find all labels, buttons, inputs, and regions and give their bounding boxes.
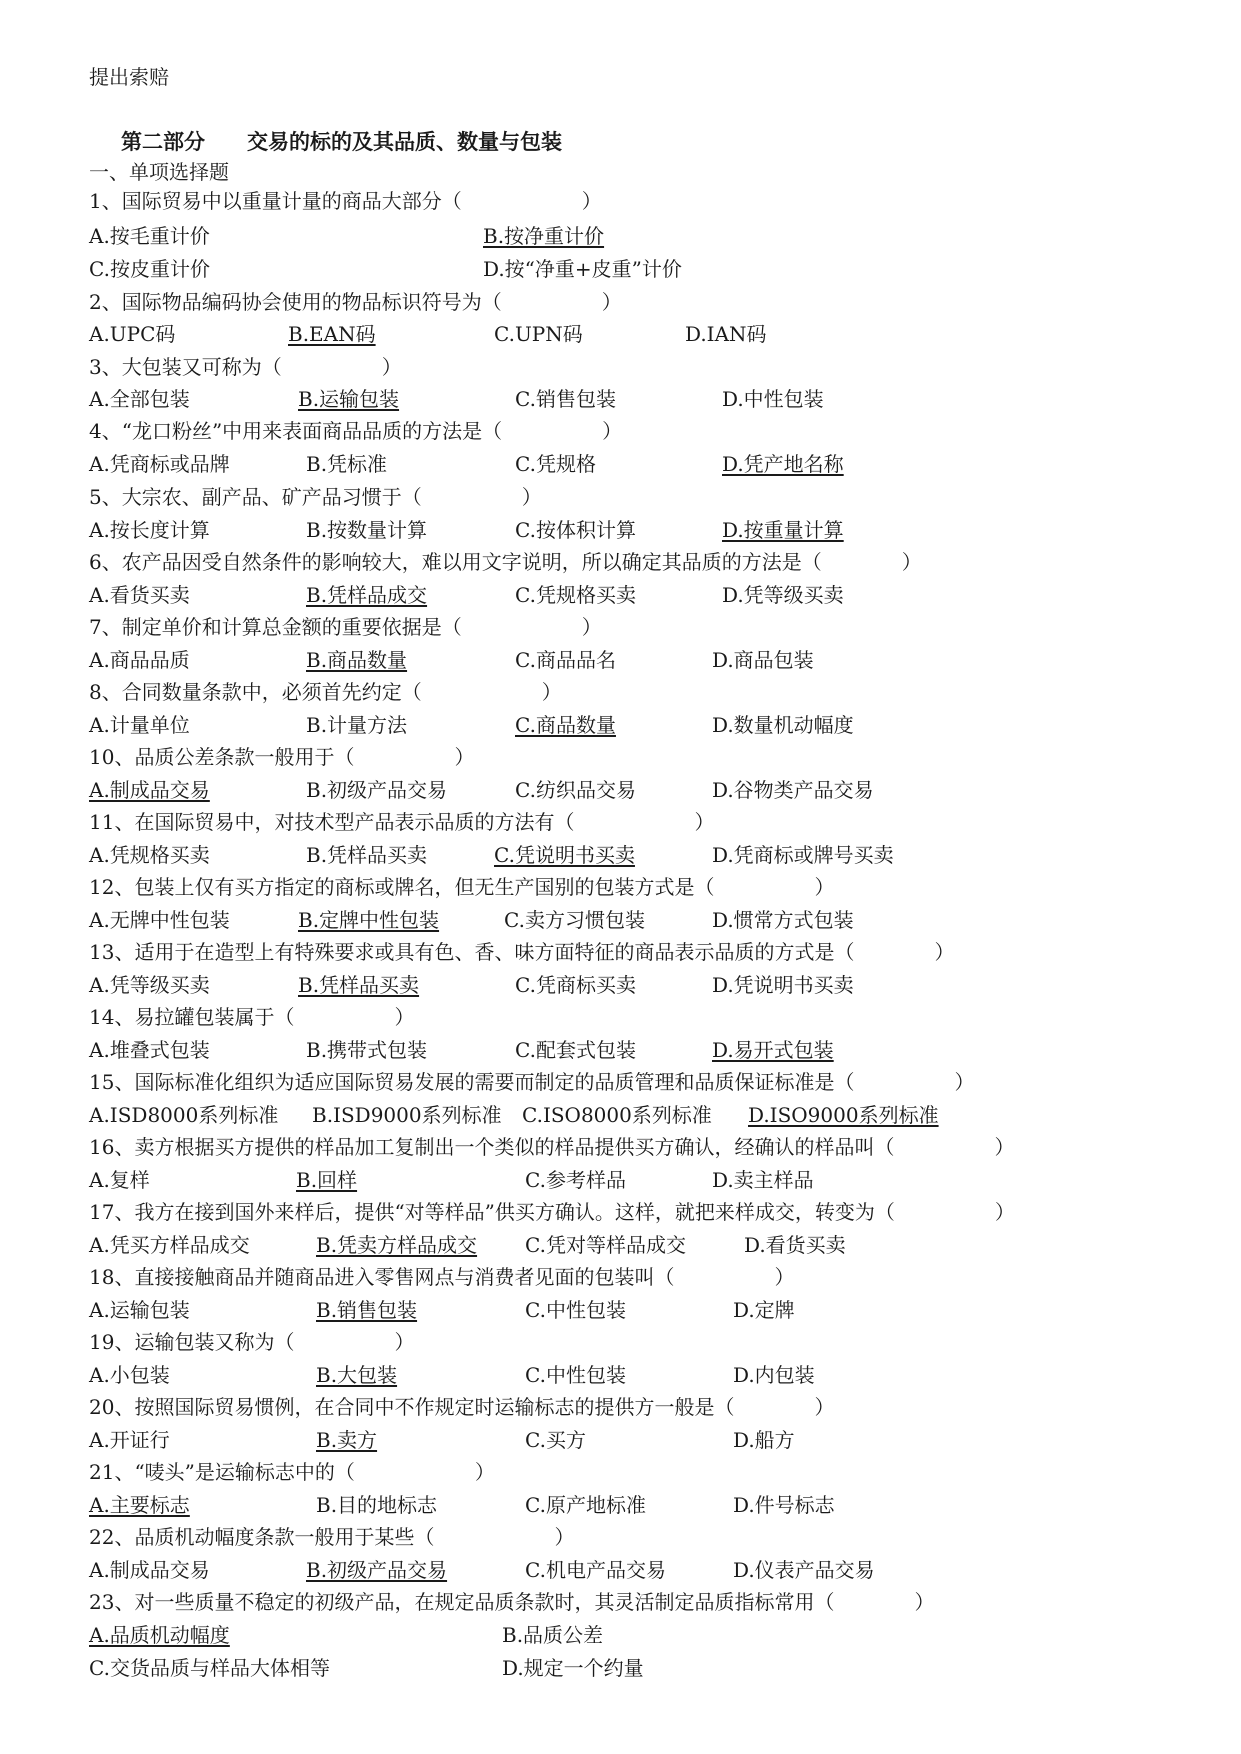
q17-option-d: D.看货买卖	[744, 1233, 846, 1257]
question-16: 16、卖方根据买方提供的样品加工复制出一个类似的样品提供买方确认，经确认的样品叫（ ）	[89, 1135, 1015, 1159]
q20-option-a: A.开证行	[89, 1428, 170, 1452]
q23-option-c: C.交货品质与样品大体相等	[89, 1656, 330, 1680]
q15-option-c: C.ISO8000系列标准	[522, 1103, 712, 1127]
q12-option-c: C.卖方习惯包装	[504, 908, 645, 932]
question-17: 17、我方在接到国外来样后，提供“对等样品”供买方确认。这样，就把来样成交，转变为（ ）	[89, 1200, 1015, 1224]
q23-option-a-answer: A.品质机动幅度	[89, 1623, 230, 1647]
question-20: 20、按照国际贸易惯例，在合同中不作规定时运输标志的提供方一般是（ ）	[89, 1395, 835, 1419]
q10-option-a-answer: A.制成品交易	[89, 778, 210, 802]
q19-option-a: A.小包装	[89, 1363, 170, 1387]
q19-option-b-answer: B.大包装	[316, 1363, 398, 1387]
q1-option-c: C.按皮重计价	[89, 257, 210, 281]
q18-option-b-answer: B.销售包装	[316, 1298, 418, 1322]
question-11: 11、在国际贸易中，对技术型产品表示品质的方法有（ ）	[89, 810, 715, 834]
q15-option-b: B.ISD9000系列标准	[312, 1103, 502, 1127]
q12-option-a: A.无牌中性包装	[89, 908, 230, 932]
question-8: 8、合同数量条款中，必须首先约定（ ）	[89, 680, 562, 704]
q20-option-d: D.船方	[733, 1428, 795, 1452]
q13-option-a: A.凭等级买卖	[89, 973, 210, 997]
q18-option-c: C.中性包装	[525, 1298, 626, 1322]
q5-option-c: C.按体积计算	[515, 518, 636, 542]
q21-option-c: C.原产地标准	[525, 1493, 646, 1517]
q13-option-b-answer: B.凭样品买卖	[298, 973, 420, 997]
q3-option-b-answer: B.运输包装	[298, 387, 400, 411]
q8-option-d: D.数量机动幅度	[712, 713, 854, 737]
q14-option-b: B.携带式包装	[306, 1038, 428, 1062]
question-6: 6、农产品因受自然条件的影响较大，难以用文字说明，所以确定其品质的方法是（ ）	[89, 550, 922, 574]
q2-option-a: A.UPC码	[89, 322, 176, 346]
q4-option-d-answer: D.凭产地名称	[722, 452, 844, 476]
q14-option-c: C.配套式包装	[515, 1038, 636, 1062]
q6-option-a: A.看货买卖	[89, 583, 190, 607]
q1-option-b-answer: B.按净重计价	[483, 224, 605, 248]
section-title: 第二部分 交易的标的及其品质、数量与包装	[121, 129, 562, 154]
q21-option-d: D.件号标志	[733, 1493, 835, 1517]
question-7: 7、制定单价和计算总金额的重要依据是（ ）	[89, 615, 602, 639]
q2-option-b-answer: B.EAN码	[288, 322, 376, 346]
q4-option-b: B.凭标准	[306, 452, 388, 476]
q22-option-a: A.制成品交易	[89, 1558, 210, 1582]
q15-option-a: A.ISD8000系列标准	[89, 1103, 279, 1127]
q12-option-b-answer: B.定牌中性包装	[298, 908, 440, 932]
q12-option-d: D.惯常方式包装	[712, 908, 854, 932]
q18-option-a: A.运输包装	[89, 1298, 190, 1322]
question-15: 15、国际标准化组织为适应国际贸易发展的需要而制定的品质管理和品质保证标准是（ ）	[89, 1070, 975, 1094]
q1-option-a: A.按毛重计价	[89, 224, 210, 248]
q14-option-a: A.堆叠式包装	[89, 1038, 210, 1062]
q18-option-d: D.定牌	[733, 1298, 795, 1322]
q1-option-d: D.按“净重+皮重”计价	[483, 257, 682, 281]
q23-option-b: B.品质公差	[502, 1623, 604, 1647]
q22-option-c: C.机电产品交易	[525, 1558, 666, 1582]
top-note: 提出索赔	[89, 65, 169, 89]
q6-option-d: D.凭等级买卖	[722, 583, 844, 607]
q16-option-c: C.参考样品	[525, 1168, 626, 1192]
q3-option-d: D.中性包装	[722, 387, 824, 411]
q22-option-b-answer: B.初级产品交易	[306, 1558, 448, 1582]
q3-option-c: C.销售包装	[515, 387, 616, 411]
subsection-heading: 一、单项选择题	[89, 160, 229, 184]
q8-option-a: A.计量单位	[89, 713, 190, 737]
q11-option-a: A.凭规格买卖	[89, 843, 210, 867]
question-14: 14、易拉罐包装属于（ ）	[89, 1005, 415, 1029]
q23-option-d: D.规定一个约量	[502, 1656, 644, 1680]
q7-option-b-answer: B.商品数量	[306, 648, 408, 672]
q21-option-a-answer: A.主要标志	[89, 1493, 190, 1517]
question-5: 5、大宗农、副产品、矿产品习惯于（ ）	[89, 485, 542, 509]
q2-option-d: D.IAN码	[685, 322, 767, 346]
q5-option-a: A.按长度计算	[89, 518, 210, 542]
q15-option-d-answer: D.ISO9000系列标准	[748, 1103, 939, 1127]
question-3: 3、大包装又可称为（ ）	[89, 355, 402, 379]
q6-option-c: C.凭规格买卖	[515, 583, 636, 607]
q16-option-b-answer: B.回样	[296, 1168, 358, 1192]
q22-option-d: D.仪表产品交易	[733, 1558, 875, 1582]
q10-option-c: C.纺织品交易	[515, 778, 636, 802]
q11-option-c-answer: C.凭说明书买卖	[494, 843, 635, 867]
question-12: 12、包装上仅有买方指定的商标或牌名，但无生产国别的包装方式是（ ）	[89, 875, 835, 899]
question-23: 23、对一些质量不稳定的初级产品，在规定品质条款时，其灵活制定品质指标常用（ ）	[89, 1590, 935, 1614]
q6-option-b-answer: B.凭样品成交	[306, 583, 428, 607]
q8-option-b: B.计量方法	[306, 713, 408, 737]
q11-option-b: B.凭样品买卖	[306, 843, 428, 867]
q17-option-b-answer: B.凭卖方样品成交	[316, 1233, 478, 1257]
q7-option-d: D.商品包装	[712, 648, 814, 672]
q7-option-c: C.商品品名	[515, 648, 616, 672]
q4-option-c: C.凭规格	[515, 452, 596, 476]
q14-option-d-answer: D.易开式包装	[712, 1038, 834, 1062]
question-19: 19、运输包装又称为（ ）	[89, 1330, 415, 1354]
q16-option-d: D.卖主样品	[712, 1168, 814, 1192]
question-10: 10、品质公差条款一般用于（ ）	[89, 745, 475, 769]
q11-option-d: D.凭商标或牌号买卖	[712, 843, 894, 867]
q19-option-d: D.内包装	[733, 1363, 815, 1387]
question-13: 13、适用于在造型上有特殊要求或具有色、香、味方面特征的商品表示品质的方式是（ ）	[89, 940, 955, 964]
q4-option-a: A.凭商标或品牌	[89, 452, 230, 476]
q13-option-c: C.凭商标买卖	[515, 973, 636, 997]
q5-option-d-answer: D.按重量计算	[722, 518, 844, 542]
q21-option-b: B.目的地标志	[316, 1493, 438, 1517]
q16-option-a: A.复样	[89, 1168, 150, 1192]
q13-option-d: D.凭说明书买卖	[712, 973, 854, 997]
question-1: 1、国际贸易中以重量计量的商品大部分（ ）	[89, 189, 602, 213]
q5-option-b: B.按数量计算	[306, 518, 428, 542]
question-18: 18、直接接触商品并随商品进入零售网点与消费者见面的包装叫（ ）	[89, 1265, 795, 1289]
q10-option-b: B.初级产品交易	[306, 778, 448, 802]
q3-option-a: A.全部包装	[89, 387, 190, 411]
q20-option-c: C.买方	[525, 1428, 586, 1452]
q17-option-c: C.凭对等样品成交	[525, 1233, 686, 1257]
question-4: 4、“龙口粉丝”中用来表面商品品质的方法是（ ）	[89, 419, 623, 443]
q7-option-a: A.商品品质	[89, 648, 190, 672]
question-22: 22、品质机动幅度条款一般用于某些（ ）	[89, 1525, 575, 1549]
q8-option-c-answer: C.商品数量	[515, 713, 616, 737]
question-2: 2、国际物品编码协会使用的物品标识符号为（ ）	[89, 290, 622, 314]
q17-option-a: A.凭买方样品成交	[89, 1233, 250, 1257]
q10-option-d: D.谷物类产品交易	[712, 778, 874, 802]
question-21: 21、“唛头”是运输标志中的（ ）	[89, 1460, 495, 1484]
q20-option-b-answer: B.卖方	[316, 1428, 378, 1452]
q19-option-c: C.中性包装	[525, 1363, 626, 1387]
q2-option-c: C.UPN码	[494, 322, 583, 346]
